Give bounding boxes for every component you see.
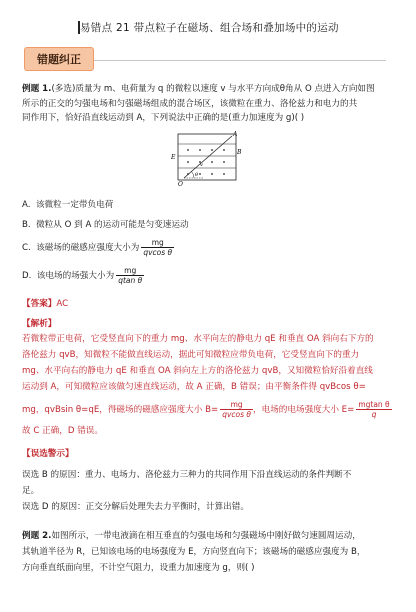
angle-arc bbox=[192, 172, 195, 179]
analysis-line5: mg，qvBsin θ=qE，得磁场的磁感应强度大小 B= $\frac{mg}{\text{qvcos θ}}$ ，电场的电场强度大小 E= $\frac{\text{mgtan θ}}{q}$ bbox=[22, 400, 390, 419]
warning-line1: 误选 B 的原因：重力、电场力、洛伦兹力三种力的共同作用下沿直线运动的条件判断不 bbox=[22, 470, 352, 480]
analysis-line6: 故 C 正确，D 错误。 bbox=[22, 426, 103, 436]
example2-line3: 方向垂直纸面向里，不计空气阻力，设重力加速度为 g，则( ) bbox=[22, 563, 255, 573]
label-theta: θ bbox=[195, 172, 199, 178]
example1-prefix: 例题 1. bbox=[22, 84, 52, 94]
option-d[interactable]: D. 该电场的场强大小为 $\frac{mg}{\text{qtan θ}}$ bbox=[22, 266, 143, 285]
warning-line3: 误选 D 的原因：正交分解后处理失去力平衡时，计算出错。 bbox=[22, 502, 249, 512]
option-d-fraction: $\frac{mg}{\text{qtan θ}}$ bbox=[118, 266, 143, 285]
label-a: A bbox=[233, 131, 238, 138]
example1-stem-line1: 例题 1.(多选)质量为 m、电荷量为 q 的微粒以速度 v 与水平方向成θ角从 O 点进入方向如图 bbox=[22, 84, 375, 94]
option-b[interactable]: B. 微粒从 O 到 A 的运动可能是匀变速运动 bbox=[22, 220, 189, 230]
option-c-fraction: $\frac{mg}{\text{qvcos θ}}$ bbox=[143, 238, 173, 257]
answer-value: AC bbox=[56, 299, 69, 309]
label-e: E bbox=[171, 154, 176, 161]
label-b: B bbox=[237, 149, 242, 156]
magnetic-dots bbox=[187, 149, 225, 175]
answer-line bbox=[22, 297, 394, 312]
analysis-line2: 洛伦兹力 qvB，知微粒不能做直线运动，据此可知微粒应带负电荷，它受竖直向下的重力 bbox=[22, 350, 360, 360]
section-badge: 错题纠正 bbox=[24, 47, 94, 71]
field-diagram bbox=[170, 128, 246, 190]
trajectory-line bbox=[184, 136, 232, 178]
analysis-line4: 运动到 A，可知微粒应该做匀速直线运动，故 A 正确，B 错误；由平衡条件得 qvBcos θ= bbox=[22, 382, 366, 392]
analysis-fraction-e: $\frac{\text{mgtan θ}}{q}$ bbox=[358, 400, 390, 419]
example2-line2: 其轨道半径为 R，已知该电场的电场强度为 E，方向竖直向下；该磁场的磁感应强度为 B， bbox=[22, 547, 366, 557]
example1-stem-line3: 同作用下，恰好沿直线运动到 A，下列说法中正确的是(重力加速度为 g)( ) bbox=[22, 113, 305, 123]
warning-label: 【误选警示】 bbox=[22, 449, 74, 459]
analysis-line3: mg、水平向右的静电力 qE 和垂直 OA 斜向左上方的洛伦兹力 qvB，又知微粒恰好沿着直线 bbox=[22, 366, 373, 376]
label-o: O bbox=[178, 181, 183, 188]
example2-line1: 例题 2.如图所示，一带电液滴在相互垂直的匀强电场和匀强磁场中刚好做匀速圆周运动， bbox=[22, 531, 361, 541]
example2-prefix: 例题 2. bbox=[22, 531, 52, 541]
analysis-label: 【解析】 bbox=[22, 319, 57, 329]
label-v: v bbox=[200, 162, 203, 168]
option-a[interactable]: A. 该微粒一定带负电荷 bbox=[22, 200, 114, 210]
analysis-fraction-b: $\frac{mg}{\text{qvcos θ}}$ bbox=[222, 400, 251, 419]
example1-tag: (多选) bbox=[51, 84, 76, 94]
page-title: 易错点 21 带点粒子在磁场、组合场和叠加场中的运动 bbox=[80, 22, 339, 34]
example1-stem-line2: 所示的正交的匀强电场和匀强磁场组成的混合场区，该微粒在重力、洛伦兹力和电力的共 bbox=[22, 98, 358, 109]
answer-label: 【答案】 bbox=[22, 299, 57, 309]
warning-line2: 足。 bbox=[22, 486, 40, 496]
option-c[interactable]: C. 该磁场的磁感应强度大小为 $\frac{mg}{\text{qvcos θ}}$ bbox=[22, 238, 173, 257]
analysis-line1: 若微粒带正电荷，它受竖直向下的重力 mg、水平向左的静电力 qE 和垂直 OA 斜向右下方的 bbox=[22, 334, 374, 344]
field-region bbox=[178, 134, 236, 180]
